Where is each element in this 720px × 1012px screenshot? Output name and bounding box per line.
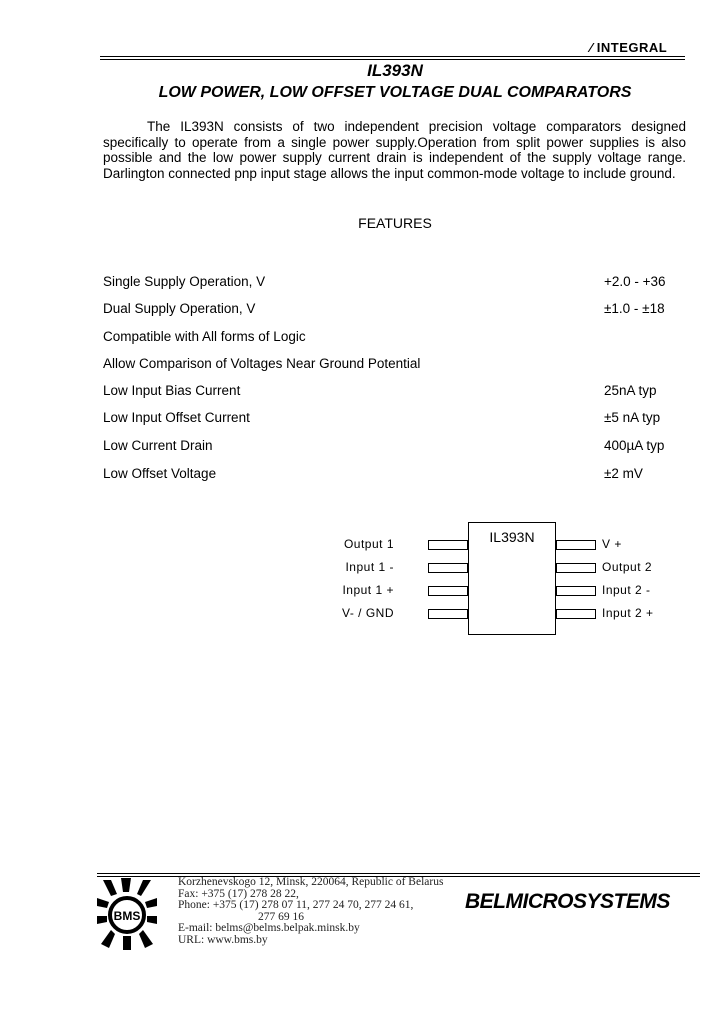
company-name: BELMICROSYSTEMS xyxy=(465,890,670,913)
pin-label: Output 2 xyxy=(602,560,653,574)
contact-line: Korzhenevskogo 12, Minsk, 220064, Republic of Belarus xyxy=(178,876,444,888)
feature-row xyxy=(103,356,683,371)
feature-row xyxy=(103,410,683,425)
feature-value: ±5 nA typ xyxy=(604,410,661,425)
pin-label: Output 1 xyxy=(343,537,394,551)
feature-value: ±2 mV xyxy=(604,466,643,481)
svg-text:BMS: BMS xyxy=(113,909,141,923)
pin-label: Input 2 + xyxy=(602,606,654,620)
pin-label: V + xyxy=(602,537,622,551)
pin-right-5 xyxy=(556,609,596,619)
feature-label: Low Input Offset Current xyxy=(103,410,250,425)
pin-left-4 xyxy=(428,609,468,619)
feature-label: Compatible with All forms of Logic xyxy=(103,329,306,344)
contact-info xyxy=(178,877,453,946)
feature-row xyxy=(103,274,683,289)
header-divider xyxy=(100,56,685,60)
contact-line: URL: www.bms.by xyxy=(178,933,268,946)
contact-line: Phone: +375 (17) 278 07 11, 277 24 70, 277 24 61, xyxy=(178,899,414,911)
features-heading: FEATURES xyxy=(358,215,432,231)
page-title: IL393N xyxy=(367,61,423,80)
pin-right-6 xyxy=(556,586,596,596)
feature-label: Dual Supply Operation, V xyxy=(103,301,256,316)
feature-label: Low Offset Voltage xyxy=(103,466,217,481)
intro-paragraph: The IL393N consists of two independent precision voltage comparators designed specifically to operate from a single power supply.Operation from split power supplies is also possible and the low power supply current drain is independent of the supply voltage range. Darlington connected pnp input stage allows the input common-mode voltage to include ground. xyxy=(103,119,686,181)
integral-logo-icon: ⁄ xyxy=(590,40,597,55)
pin-left-2 xyxy=(428,563,468,573)
page-subtitle: LOW POWER, LOW OFFSET VOLTAGE DUAL COMPARATORS xyxy=(158,84,632,101)
feature-value: 400µA typ xyxy=(604,438,665,453)
bms-logo-icon xyxy=(97,878,157,950)
feature-row xyxy=(103,466,683,481)
feature-value: +2.0 - +36 xyxy=(604,274,666,289)
pin-label: V- / GND xyxy=(341,606,394,620)
feature-row xyxy=(103,301,683,316)
integral-brand xyxy=(590,40,667,55)
feature-row xyxy=(103,383,683,398)
contact-line: Fax: +375 (17) 278 28 22, xyxy=(178,887,299,900)
pin-left-1 xyxy=(428,540,468,550)
feature-label: Low Input Bias Current xyxy=(103,383,241,398)
feature-label: Allow Comparison of Voltages Near Ground Potential xyxy=(103,356,421,371)
contact-line: E-mail: belms@belms.belpak.minsk.by xyxy=(178,922,360,934)
pin-right-8 xyxy=(556,540,596,550)
feature-value: 25nA typ xyxy=(604,383,657,398)
chip-name: IL393N xyxy=(489,529,535,545)
pin-left-3 xyxy=(428,586,468,596)
feature-value: ±1.0 - ±18 xyxy=(604,301,665,316)
feature-row xyxy=(103,438,683,453)
feature-label: Single Supply Operation, V xyxy=(103,274,266,289)
contact-line: 277 69 16 xyxy=(258,910,304,923)
pin-label: Input 1 + xyxy=(342,583,394,597)
feature-label: Low Current Drain xyxy=(103,438,213,453)
brand-text: INTEGRAL xyxy=(596,40,668,55)
feature-row xyxy=(103,329,683,344)
pin-right-7 xyxy=(556,563,596,573)
pin-label: Input 1 - xyxy=(345,560,394,574)
pin-label: Input 2 - xyxy=(602,583,651,597)
